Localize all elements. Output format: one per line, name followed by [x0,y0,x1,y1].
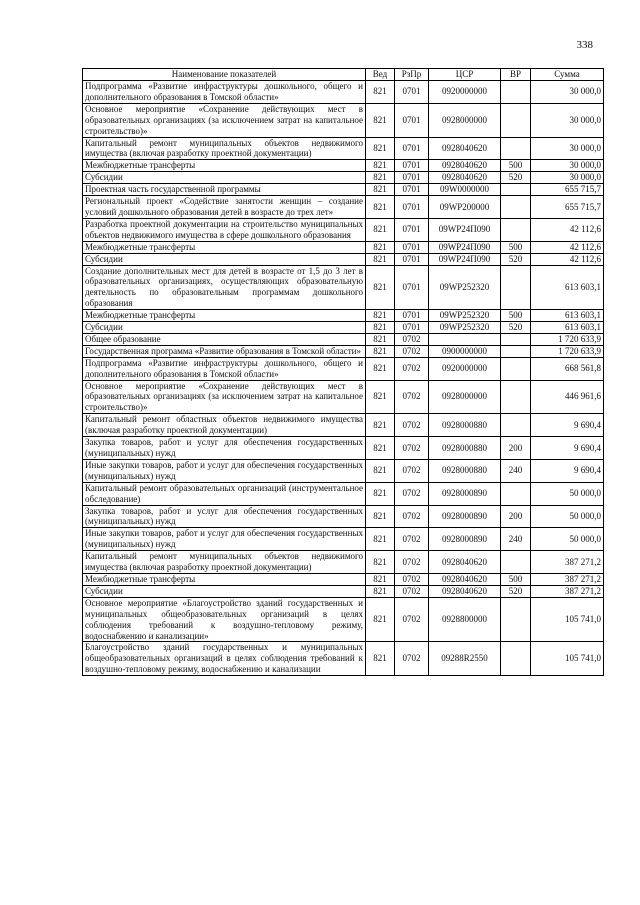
cell-rzpr: 0701 [395,81,429,104]
cell-name: Межбюджетные трансферты [83,573,366,585]
cell-ved: 821 [366,160,395,172]
table-row [83,597,604,642]
cell-rzpr: 0701 [395,172,429,184]
cell-name: Межбюджетные трансферты [83,160,366,172]
cell-csr: 0928000000 [429,103,501,137]
cell-rzpr: 0702 [395,642,429,676]
cell-csr [429,333,501,345]
cell-rzpr: 0701 [395,310,429,322]
table-row [83,172,604,184]
table-row [83,184,604,196]
cell-csr: 0928040620 [429,172,501,184]
cell-vr: 520 [501,172,531,184]
cell-csr: 0928000880 [429,459,501,482]
cell-sum: 30 000,0 [531,103,604,137]
page-number: 338 [576,39,593,51]
cell-vr [501,81,531,104]
cell-vr: 500 [501,573,531,585]
cell-sum: 387 271,2 [531,585,604,597]
cell-name: Благоустройство зданий государственных и муниципальных общеобразовательных организаций в целях соблюдения требований к воздушно-тепловому режиму, водоснабжению и канализации [83,642,366,676]
cell-sum: 50 000,0 [531,505,604,528]
table-row [83,322,604,334]
cell-vr: 520 [501,322,531,334]
cell-ved: 821 [366,437,395,460]
cell-rzpr: 0701 [395,103,429,137]
cell-vr: 200 [501,437,531,460]
cell-name: Субсидии [83,322,366,334]
cell-csr: 0928000890 [429,528,501,551]
cell-name: Проектная часть государственной программы [83,184,366,196]
table-body [83,81,604,676]
cell-ved: 821 [366,482,395,505]
cell-vr [501,196,531,219]
cell-vr [501,103,531,137]
cell-sum: 1 720 633,9 [531,345,604,357]
cell-vr [501,380,531,414]
header-ved: Вед [366,69,395,81]
cell-rzpr: 0702 [395,437,429,460]
table-row [83,505,604,528]
cell-csr: 0928040620 [429,551,501,574]
cell-vr [501,137,531,160]
cell-rzpr: 0702 [395,482,429,505]
cell-rzpr: 0702 [395,597,429,642]
cell-ved: 821 [366,597,395,642]
cell-vr: 240 [501,528,531,551]
cell-csr: 0928000880 [429,437,501,460]
cell-rzpr: 0702 [395,528,429,551]
cell-name: Государственная программа «Развитие образования в Томской области» [83,345,366,357]
cell-sum: 30 000,0 [531,172,604,184]
cell-vr [501,551,531,574]
cell-ved: 821 [366,642,395,676]
cell-sum: 30 000,0 [531,137,604,160]
cell-name: Капитальный ремонт муниципальных объектов недвижимого имущества (включая разработку проектной документации) [83,551,366,574]
cell-name: Региональный проект «Содействие занятости женщин – создание условий дошкольного образования детей в возрасте до трех лет» [83,196,366,219]
table-row [83,81,604,104]
cell-vr: 500 [501,310,531,322]
cell-rzpr: 0702 [395,551,429,574]
cell-csr: 09W0000000 [429,184,501,196]
cell-vr: 200 [501,505,531,528]
cell-name: Иные закупки товаров, работ и услуг для обеспечения государственных (муниципальных) нужд [83,459,366,482]
table-row [83,333,604,345]
table-row [83,160,604,172]
cell-csr: 0928000890 [429,505,501,528]
cell-vr [501,333,531,345]
cell-name: Капитальный ремонт образовательных организаций (инструментальное обследование) [83,482,366,505]
cell-ved: 821 [366,322,395,334]
cell-csr: 0928800000 [429,597,501,642]
table-header [83,69,604,81]
cell-csr: 09WP200000 [429,196,501,219]
cell-sum: 105 741,0 [531,642,604,676]
cell-ved: 821 [366,137,395,160]
table-row [83,345,604,357]
cell-ved: 821 [366,218,395,241]
cell-csr: 09WP24П090 [429,253,501,265]
cell-sum: 387 271,2 [531,551,604,574]
cell-csr: 0928040620 [429,573,501,585]
cell-csr: 09WP24П090 [429,218,501,241]
cell-sum: 613 603,1 [531,265,604,310]
cell-name: Основное мероприятие «Благоустройство зданий государственных и муниципальных общеобразовательных организаций в целях соблюдения требований к воздушно-тепловому режиму, водоснабжению и канализации» [83,597,366,642]
cell-rzpr: 0702 [395,414,429,437]
cell-rzpr: 0702 [395,357,429,380]
cell-vr [501,218,531,241]
cell-sum: 42 112,6 [531,253,604,265]
cell-sum: 50 000,0 [531,528,604,551]
cell-ved: 821 [366,196,395,219]
cell-rzpr: 0702 [395,333,429,345]
cell-name: Разработка проектной документации на строительство муниципальных объектов недвижимого имущества в сфере дошкольного образования [83,218,366,241]
header-sum: Сумма [531,69,604,81]
cell-rzpr: 0702 [395,380,429,414]
cell-ved: 821 [366,253,395,265]
cell-csr: 0928000000 [429,380,501,414]
table-row [83,253,604,265]
cell-rzpr: 0702 [395,585,429,597]
cell-name: Создание дополнительных мест для детей в возрасте от 1,5 до 3 лет в образовательных организациях, осуществляющих образовательную деятельность по образовательным программам дошкольного образования [83,265,366,310]
table-row [83,357,604,380]
cell-csr: 09288R2550 [429,642,501,676]
cell-name: Иные закупки товаров, работ и услуг для обеспечения государственных (муниципальных) нужд [83,528,366,551]
cell-sum: 30 000,0 [531,160,604,172]
table-row [83,642,604,676]
cell-vr: 520 [501,253,531,265]
cell-sum: 655 715,7 [531,196,604,219]
cell-ved: 821 [366,414,395,437]
cell-rzpr: 0702 [395,459,429,482]
table-row [83,218,604,241]
cell-ved: 821 [366,380,395,414]
cell-rzpr: 0701 [395,160,429,172]
cell-name: Основное мероприятие «Сохранение действующих мест в образовательных организациях (за исключением затрат на капитальное строительство)» [83,380,366,414]
cell-ved: 821 [366,573,395,585]
cell-csr: 0928000880 [429,414,501,437]
cell-name: Закупка товаров, работ и услуг для обеспечения государственных (муниципальных) нужд [83,505,366,528]
cell-sum: 105 741,0 [531,597,604,642]
cell-ved: 821 [366,310,395,322]
cell-ved: 821 [366,345,395,357]
cell-ved: 821 [366,265,395,310]
cell-name: Субсидии [83,172,366,184]
cell-ved: 821 [366,241,395,253]
cell-name: Подпрограмма «Развитие инфраструктуры дошкольного, общего и дополнительного образования в Томской области» [83,357,366,380]
cell-ved: 821 [366,172,395,184]
cell-sum: 30 000,0 [531,81,604,104]
header-name: Наименование показателей [83,69,366,81]
table-row [83,459,604,482]
cell-vr: 500 [501,160,531,172]
cell-sum: 42 112,6 [531,218,604,241]
table-row [83,414,604,437]
cell-ved: 821 [366,459,395,482]
cell-rzpr: 0702 [395,345,429,357]
cell-csr: 09WP252320 [429,265,501,310]
cell-sum: 613 603,1 [531,322,604,334]
cell-ved: 821 [366,184,395,196]
cell-name: Межбюджетные трансферты [83,241,366,253]
cell-rzpr: 0701 [395,253,429,265]
cell-rzpr: 0701 [395,265,429,310]
cell-ved: 821 [366,528,395,551]
cell-csr: 0928040620 [429,137,501,160]
cell-rzpr: 0702 [395,505,429,528]
budget-table [82,68,604,676]
cell-rzpr: 0701 [395,218,429,241]
cell-vr [501,414,531,437]
table-row [83,196,604,219]
cell-rzpr: 0701 [395,184,429,196]
cell-vr [501,482,531,505]
cell-name: Капитальный ремонт муниципальных объектов недвижимого имущества (включая разработку проектной документации) [83,137,366,160]
cell-ved: 821 [366,505,395,528]
cell-rzpr: 0701 [395,241,429,253]
cell-name: Общее образование [83,333,366,345]
cell-sum: 387 271,2 [531,573,604,585]
cell-ved: 821 [366,585,395,597]
cell-csr: 0928000890 [429,482,501,505]
cell-sum: 668 561,8 [531,357,604,380]
cell-csr: 09WP252320 [429,310,501,322]
cell-ved: 821 [366,551,395,574]
cell-name: Капитальный ремонт областных объектов недвижимого имущества (включая разработку проектной документации) [83,414,366,437]
cell-name: Субсидии [83,585,366,597]
cell-vr [501,184,531,196]
table-row [83,482,604,505]
cell-rzpr: 0701 [395,196,429,219]
cell-vr [501,597,531,642]
table-row [83,310,604,322]
cell-sum: 42 112,6 [531,241,604,253]
cell-csr: 09WP24П090 [429,241,501,253]
cell-rzpr: 0702 [395,573,429,585]
cell-name: Субсидии [83,253,366,265]
header-row [83,69,604,81]
cell-csr: 0928040620 [429,585,501,597]
cell-vr: 240 [501,459,531,482]
table-row [83,437,604,460]
cell-ved: 821 [366,357,395,380]
cell-sum: 50 000,0 [531,482,604,505]
cell-sum: 9 690,4 [531,459,604,482]
table-row [83,241,604,253]
cell-ved: 821 [366,81,395,104]
table-row [83,573,604,585]
table-row [83,103,604,137]
header-rzpr: РзПр [395,69,429,81]
cell-ved: 821 [366,103,395,137]
cell-sum: 9 690,4 [531,414,604,437]
cell-sum: 9 690,4 [531,437,604,460]
cell-csr: 09WP252320 [429,322,501,334]
cell-csr: 0928040620 [429,160,501,172]
table-row [83,551,604,574]
cell-vr [501,265,531,310]
cell-vr: 520 [501,585,531,597]
table-row [83,528,604,551]
header-vr: ВР [501,69,531,81]
table-row [83,380,604,414]
cell-csr: 0900000000 [429,345,501,357]
cell-vr [501,357,531,380]
cell-name: Закупка товаров, работ и услуг для обеспечения государственных (муниципальных) нужд [83,437,366,460]
cell-sum: 446 961,6 [531,380,604,414]
cell-sum: 655 715,7 [531,184,604,196]
cell-vr [501,345,531,357]
cell-csr: 0920000000 [429,81,501,104]
cell-rzpr: 0701 [395,137,429,160]
cell-rzpr: 0701 [395,322,429,334]
header-csr: ЦСР [429,69,501,81]
cell-name: Основное мероприятие «Сохранение действующих мест в образовательных организациях (за исключением затрат на капитальное строительство)» [83,103,366,137]
cell-ved: 821 [366,333,395,345]
cell-vr [501,642,531,676]
table-row [83,265,604,310]
table-row [83,585,604,597]
cell-sum: 1 720 633,9 [531,333,604,345]
cell-name: Межбюджетные трансферты [83,310,366,322]
table-row [83,137,604,160]
cell-csr: 0920000000 [429,357,501,380]
cell-vr: 500 [501,241,531,253]
cell-name: Подпрограмма «Развитие инфраструктуры дошкольного, общего и дополнительного образования в Томской области» [83,81,366,104]
cell-sum: 613 603,1 [531,310,604,322]
